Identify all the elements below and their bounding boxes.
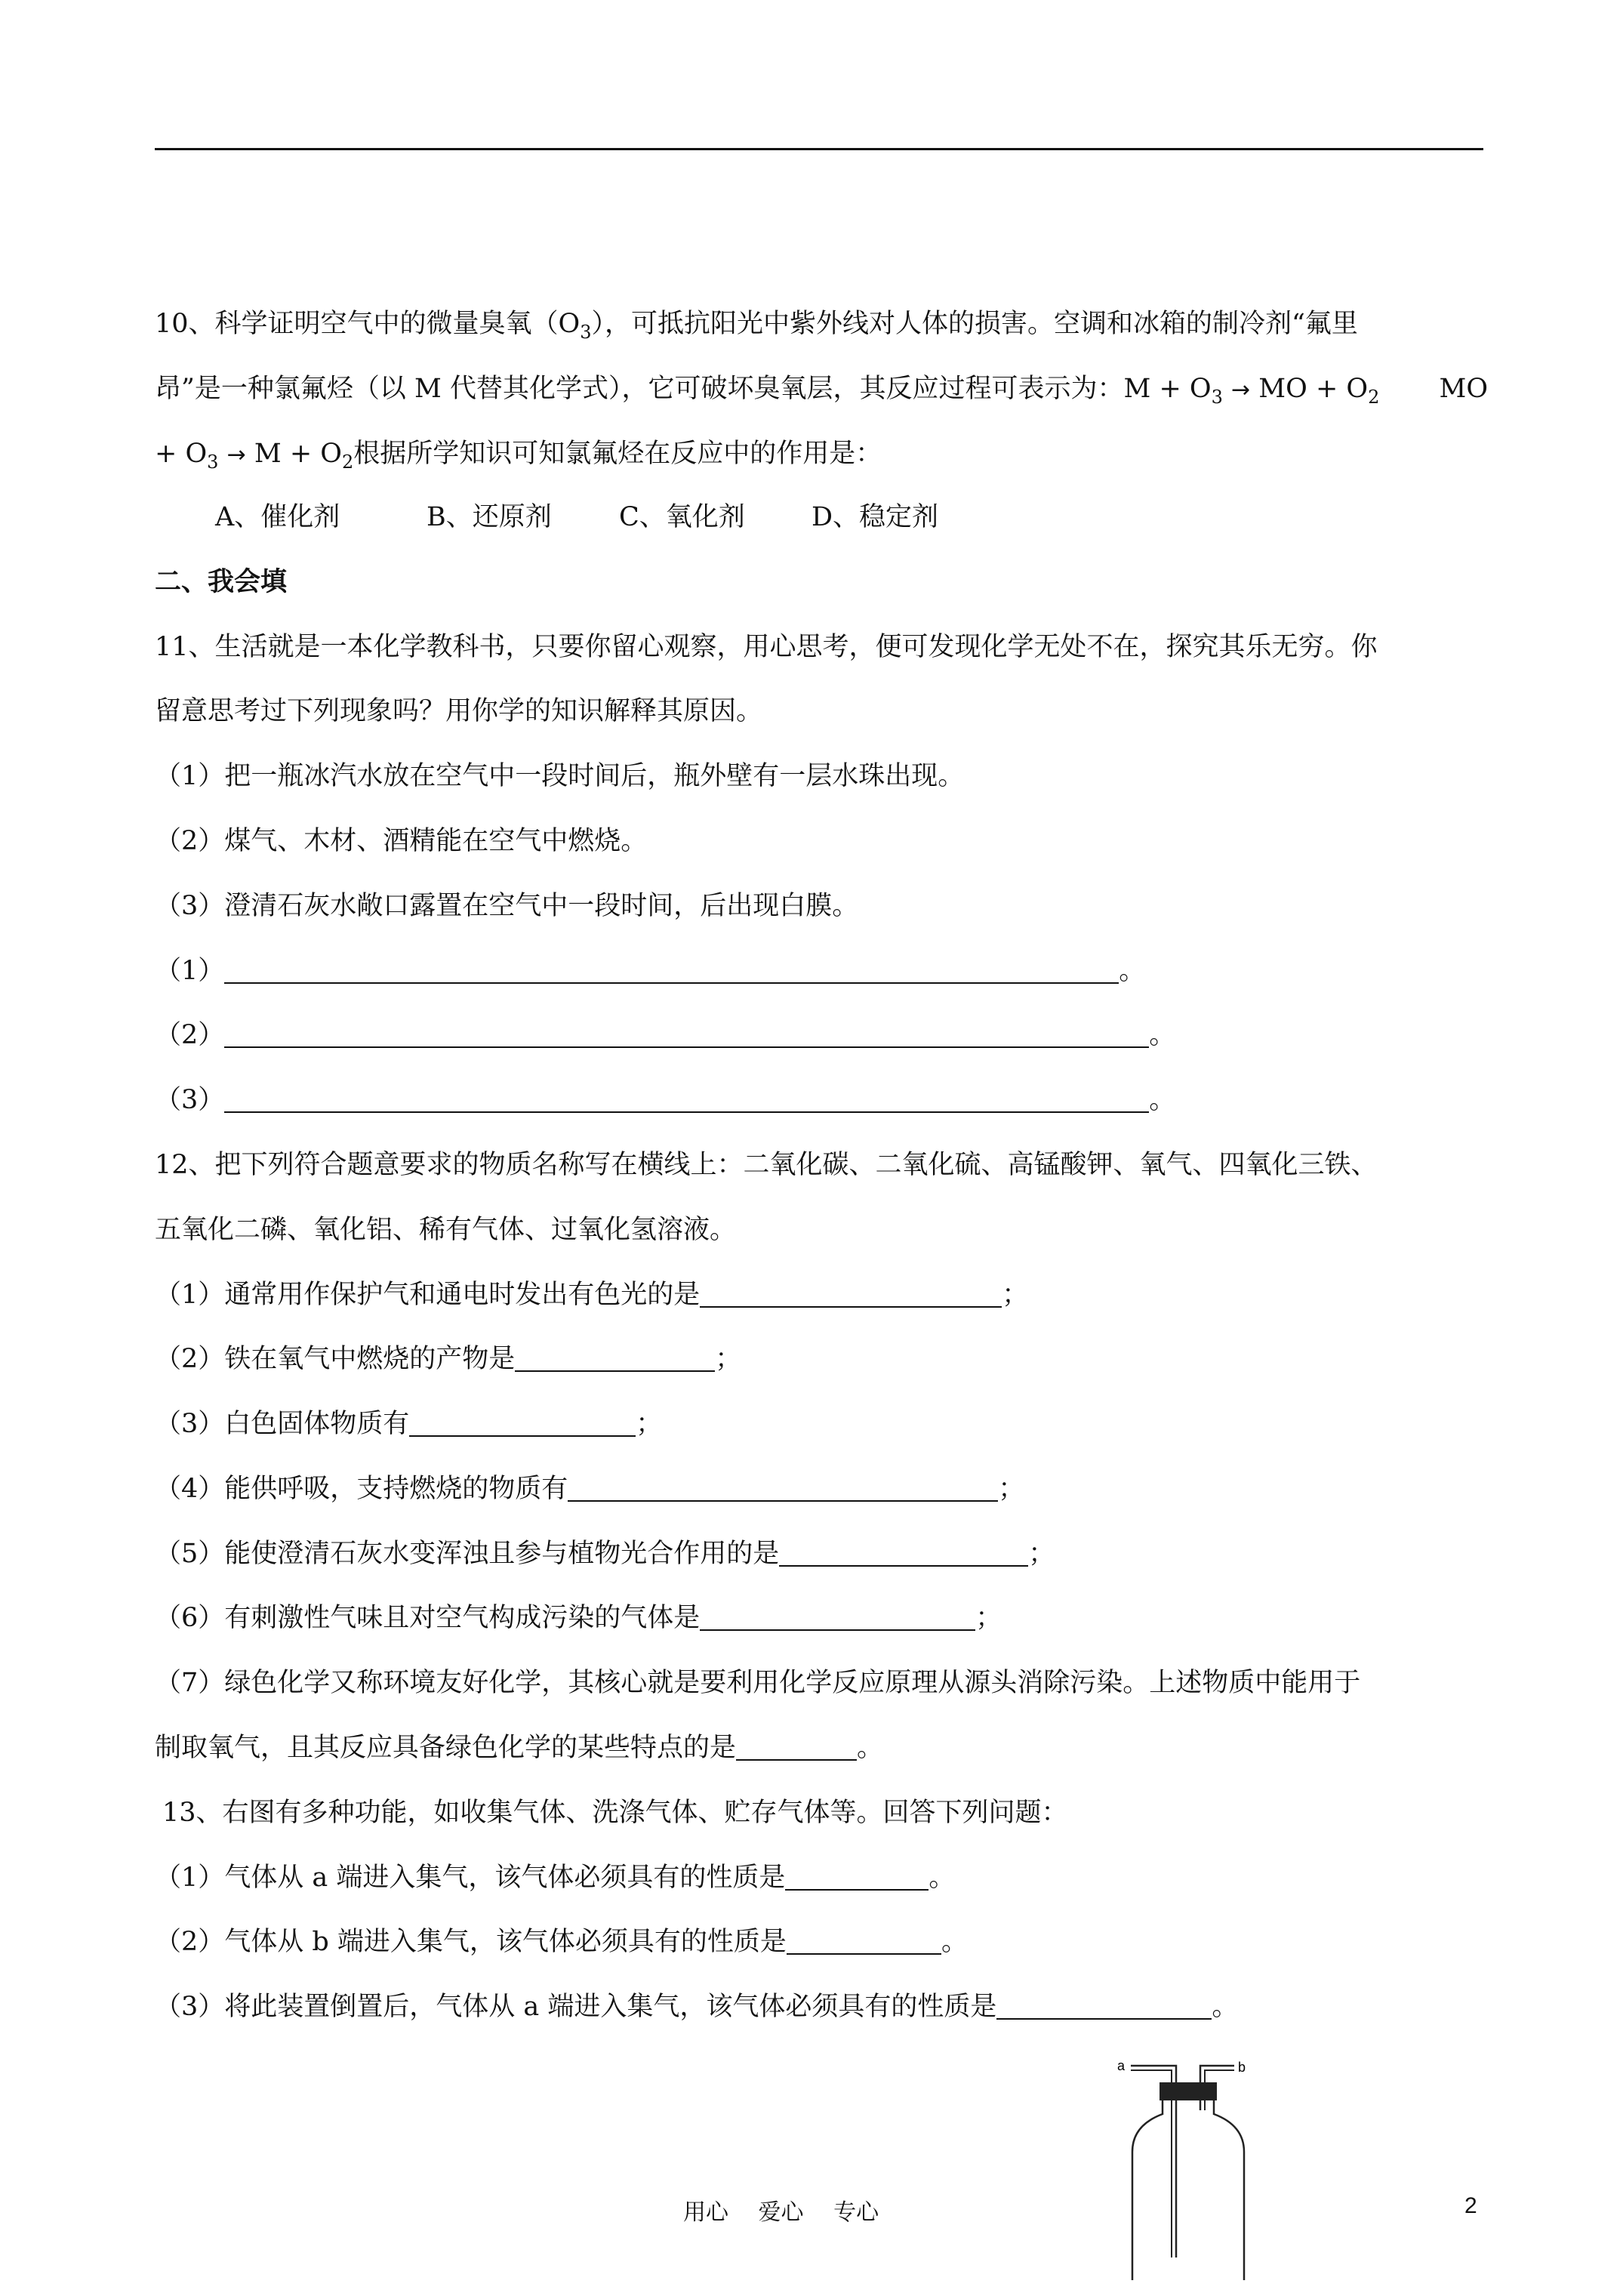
q10-line-1	[155, 305, 1358, 351]
q11-answer-1	[155, 952, 1145, 990]
q11-line-2: 留意思考过下列现象吗？用你学的知识解释其原因。	[155, 696, 763, 726]
header-rule	[155, 148, 1483, 150]
q10-text: M + O	[254, 439, 342, 469]
option-a: A、催化剂	[215, 502, 340, 532]
q13-item-3	[155, 1988, 1238, 2026]
q10-text: MO + O	[1258, 374, 1369, 404]
q12-item-7-line-1: （7）绿色化学又称环境友好化学，其核心就是要利用化学反应原理从源头消除污染。上述物质中能用于	[155, 1668, 1361, 1698]
page-number: 2	[1464, 2193, 1477, 2218]
q12-item-text: （5）能使澄清石灰水变浑浊且参与植物光合作用的是	[155, 1539, 780, 1569]
subscript: 3	[580, 322, 592, 343]
punctuation: 。	[857, 1733, 884, 1763]
answer-blank[interactable]	[224, 1018, 1149, 1048]
answer-label: （2）	[155, 1020, 225, 1050]
footer-motto: 用心 爱心 专心	[683, 2199, 879, 2226]
q12-item-text: （6）有刺激性气味且对空气构成污染的气体是	[155, 1603, 701, 1633]
stopper	[1160, 2082, 1217, 2100]
punctuation: ；	[636, 1409, 663, 1439]
q11-item-2: （2）煤气、木材、酒精能在空气中燃烧。	[155, 826, 648, 856]
punctuation: ；	[975, 1603, 1002, 1633]
answer-blank[interactable]	[700, 1601, 975, 1631]
answer-blank[interactable]	[700, 1277, 1002, 1308]
port-b-label: b	[1238, 2060, 1246, 2075]
subscript: 3	[207, 451, 219, 473]
q12-item-text: （3）白色固体物质有	[155, 1409, 410, 1439]
q12-item-2	[155, 1340, 741, 1378]
reaction-arrow-icon: →	[226, 442, 246, 468]
q10-line-3	[155, 435, 882, 481]
answer-blank[interactable]	[736, 1730, 857, 1761]
q10-text: 根据所学知识可知氯氟烃在反应中的作用是：	[353, 439, 882, 469]
punctuation: 。	[941, 1927, 968, 1957]
answer-label: （1）	[155, 956, 225, 986]
answer-blank[interactable]	[224, 1083, 1149, 1113]
bottle-body	[1214, 2100, 1244, 2280]
section-title: 二、我会填	[155, 567, 288, 597]
punctuation: ；	[1002, 1280, 1029, 1310]
punctuation: 。	[1149, 1085, 1176, 1115]
punctuation: ；	[715, 1344, 742, 1374]
answer-blank[interactable]	[785, 1860, 929, 1891]
reaction-arrow-icon: →	[1231, 377, 1251, 403]
q10-line-2	[155, 370, 1488, 416]
option-c: C、氧化剂	[619, 502, 745, 532]
answer-blank[interactable]	[996, 1989, 1212, 2020]
q12-item-text: （4）能供呼吸，支持燃烧的物质有	[155, 1474, 568, 1504]
punctuation: 。	[1119, 956, 1146, 986]
q12-item-text: （2）铁在氧气中燃烧的产物是	[155, 1344, 516, 1374]
q12-item-4	[155, 1470, 1024, 1508]
answer-label: （3）	[155, 1085, 225, 1115]
q12-line-2: 五氧化二磷、氧化铝、稀有气体、过氧化氢溶液。	[155, 1215, 737, 1245]
q13-intro: 13、右图有多种功能，如收集气体、洗涤气体、贮存气体等。回答下列问题：	[162, 1798, 1068, 1828]
port-a-label: a	[1117, 2058, 1126, 2073]
q12-item-5	[155, 1535, 1055, 1573]
answer-blank[interactable]	[779, 1536, 1028, 1567]
q13-item-text: （3）将此装置倒置后，气体从 a 端进入集气，该气体必须具有的性质是	[155, 1992, 997, 2022]
answer-blank[interactable]	[409, 1407, 636, 1437]
subscript: 2	[341, 451, 354, 473]
punctuation: 。	[929, 1863, 956, 1893]
q10-options	[215, 498, 938, 536]
q13-item-1	[155, 1859, 955, 1897]
punctuation: 。	[1212, 1992, 1239, 2022]
q11-item-1: （1）把一瓶冰汽水放在空气中一段时间后，瓶外壁有一层水珠出现。	[155, 761, 965, 791]
subscript: 2	[1368, 387, 1380, 408]
punctuation: 。	[1149, 1020, 1176, 1050]
gas-bottle-diagram	[1110, 2054, 1283, 2280]
q12-item-1	[155, 1276, 1028, 1314]
q12-item-7-line-2	[155, 1729, 883, 1767]
q11-line-1: 11、生活就是一本化学教科书，只要你留心观察，用心思考，便可发现化学无处不在，探究其乐无穷。你	[155, 632, 1378, 662]
punctuation: ；	[1028, 1539, 1055, 1569]
punctuation: ；	[998, 1474, 1025, 1504]
q13-item-text: （1）气体从 a 端进入集气，该气体必须具有的性质是	[155, 1863, 786, 1893]
answer-blank[interactable]	[224, 954, 1119, 984]
option-d: D、稳定剂	[812, 502, 939, 532]
q12-line-1: 12、把下列符合题意要求的物质名称写在横线上：二氧化碳、二氧化硫、高锰酸钾、氧气、四氧化三铁、	[155, 1150, 1378, 1180]
q12-item-text: （1）通常用作保护气和通电时发出有色光的是	[155, 1280, 701, 1310]
q10-text: ），可抵抗阳光中紫外线对人体的损害。空调和冰箱的制冷剂“氟里	[591, 309, 1358, 339]
q11-answer-3	[155, 1081, 1175, 1119]
q10-text: 10、科学证明	[155, 309, 321, 339]
q12-item-6	[155, 1599, 1002, 1637]
bottle-body	[1132, 2100, 1163, 2280]
q11-answer-2	[155, 1016, 1175, 1054]
q10-text: 空气中的微量臭氧（O	[320, 309, 581, 339]
answer-blank[interactable]	[787, 1925, 941, 1955]
answer-blank[interactable]	[515, 1342, 715, 1372]
q10-text: MO	[1439, 374, 1489, 404]
subscript: 3	[1211, 387, 1223, 408]
q12-item-3	[155, 1405, 662, 1443]
q13-item-text: （2）气体从 b 端进入集气，该气体必须具有的性质是	[155, 1927, 787, 1957]
q13-item-2	[155, 1923, 968, 1961]
q11-item-3: （3）澄清石灰水敞口露置在空气中一段时间，后出现白膜。	[155, 891, 859, 921]
q10-text: 昂”是一种氯氟烃（以 M 代替其化学式），它可破坏臭氧层，其反应过程可表示为：M + O	[155, 374, 1212, 404]
q10-text: + O	[155, 439, 208, 469]
q12-item-text: 制取氧气，且其反应具备绿色化学的某些特点的是	[155, 1733, 737, 1763]
option-b: B、还原剂	[427, 502, 552, 532]
answer-blank[interactable]	[568, 1472, 998, 1502]
